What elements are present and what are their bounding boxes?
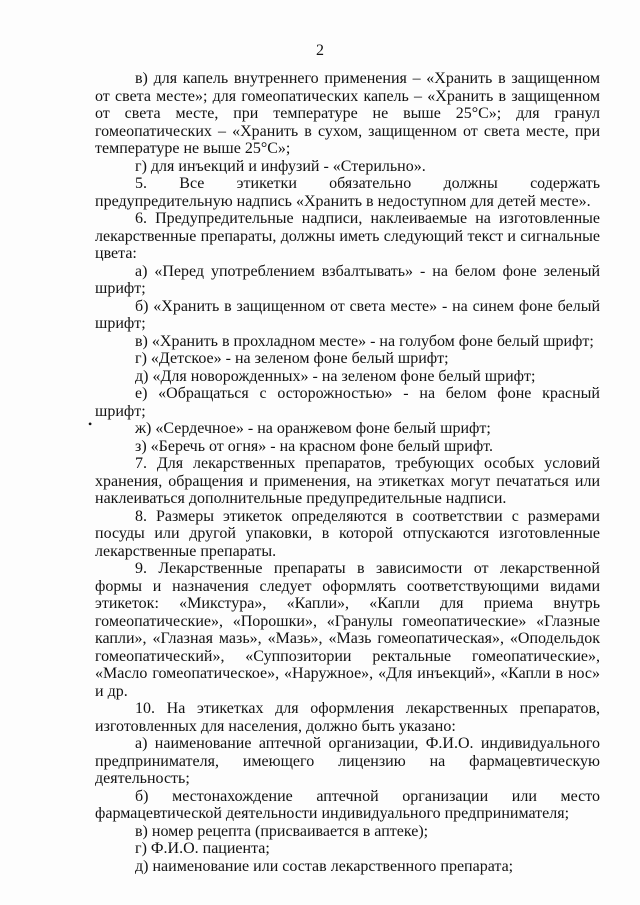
paragraph: г) для инъекций и инфузий - «Стерильно».: [135, 157, 426, 175]
paragraph: 9. Лекарственные препараты в зависимости от лекарственной формы и назначения следует оформлять соответствующими видами этикеток: «Микстура», «Капли», «Капли для приема внутрь гомеопатические», «Порошки», «Гранулы гомеопатические» «Глазные капли», «Глазная мазь», «Мазь», «Мазь гомеопатическая», «Оподельдок гомеопатический», «Суппозитории ректальные гомеопатические», «Масло гомеопатическое», «Наружное», «Для инъекций», «Капли в нос» и др.: [95, 560, 600, 700]
paragraph: д) «Для новорожденных» - на зеленом фоне белый шрифт;: [135, 367, 536, 385]
paragraph: б) «Хранить в защищенном от света месте» - на синем фоне белый шрифт;: [95, 297, 600, 332]
paragraph: в) номер рецепта (присваивается в аптеке);: [135, 822, 429, 840]
paragraph: 10. На этикетках для оформления лекарственных препаратов, изготовленных для населения, должно быть указано:: [95, 700, 600, 735]
document-body: [95, 70, 600, 875]
paragraph: а) «Перед употреблением взбалтывать» - на белом фоне зеленый шрифт;: [95, 262, 600, 297]
paragraph: 5. Все этикетки обязательно должны содержать предупредительную надпись «Хранить в недоступном для детей месте».: [95, 175, 600, 210]
paragraph: 8. Размеры этикеток определяются в соответствии с размерами посуды или другой упаковки, в которой отпускаются изготовленные лекарственные препараты.: [95, 507, 600, 560]
paragraph: г) Ф.И.О. пациента;: [135, 840, 270, 857]
page-number: 2: [316, 42, 324, 59]
paragraph: г) «Детское» - на зеленом фоне белый шрифт;: [135, 350, 449, 367]
paragraph: а) наименование аптечной организации, Ф.И.О. индивидуального предпринимателя, имеющего лицензию на фармацевтическую деятельность;: [95, 735, 600, 787]
paragraph: в) «Хранить в прохладном месте» - на голубом фоне белый шрифт;: [135, 332, 594, 350]
paragraph: е) «Обращаться с осторожностью» - на белом фоне красный шрифт;: [95, 385, 600, 420]
paragraph: з) «Беречь от огня» - на красном фоне белый шрифт.: [135, 437, 493, 455]
stray-mark: •: [88, 417, 93, 431]
paragraph: в) для капель внутреннего применения – «Хранить в защищенном от света месте»; для гомеопатических капель – «Хранить в защищенном от света месте, при температуре не выше 25°С»; для гранул гомеопатических – «Хранить в сухом, защищенном от света месте, при температуре не выше 25°С»;: [95, 70, 600, 157]
paragraph: 6. Предупредительные надписи, наклеиваемые на изготовленные лекарственные препараты, должны иметь следующий текст и сигнальные цвета:: [95, 210, 600, 262]
paragraph: ж) «Сердечное» - на оранжевом фоне белый шрифт;: [135, 420, 491, 437]
paragraph: 7. Для лекарственных препаратов, требующих особых условий хранения, обращения и применения, на этикетках могут печататься или наклеиваться дополнительные предупредительные надписи.: [95, 455, 600, 507]
paragraph: д) наименование или состав лекарственного препарата;: [135, 857, 514, 875]
paragraph: б) местонахождение аптечной организации или место фармацевтической деятельности индивидуального предпринимателя;: [95, 787, 600, 822]
